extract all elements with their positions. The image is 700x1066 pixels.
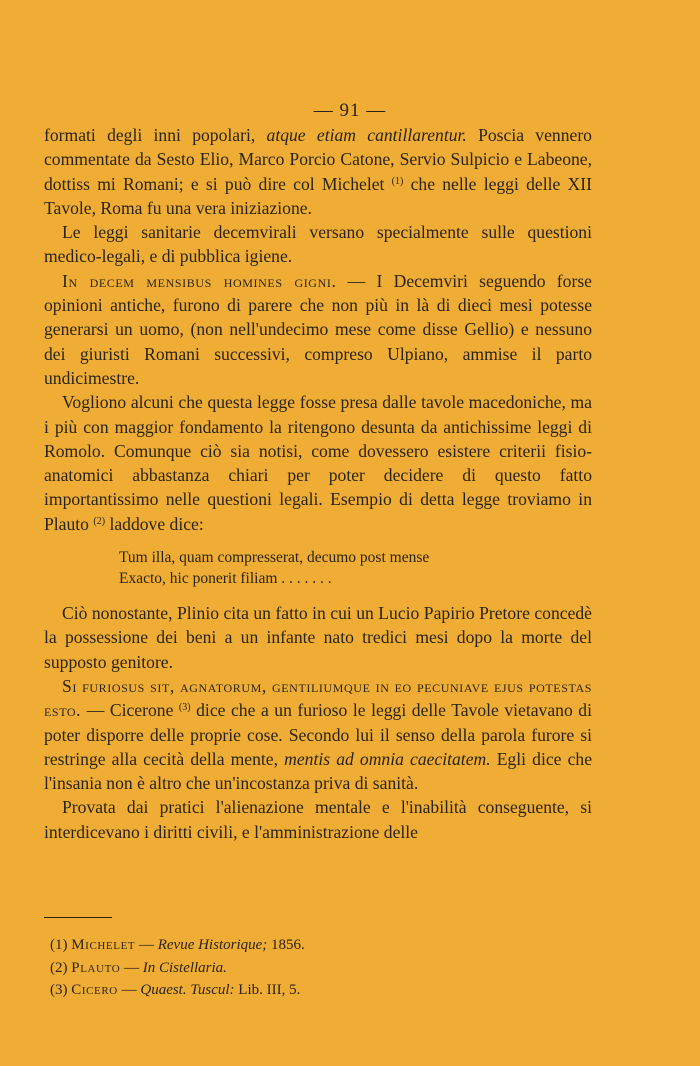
paragraph-4: Vogliono alcuni che questa legge fosse presa dalle tavole macedoniche, ma i più con maggior fondamento la ritengono desunta da antichissime leggi di Romolo. Comunque ciò sia notisi, come dovessero esistere criterii fisio-anatomici abbastanza chiari per poter decidere di questo fatto importantissimo nelle questioni legali. Esempio di detta legge troviamo in Plauto $^{(2)}$ laddove dice:: [44, 392, 592, 534]
footnote-separator: [44, 917, 112, 918]
quote-line-2: Exacto, hic ponerit filiam . . . . . . .: [119, 570, 332, 588]
paragraph-5: Ciò nonostante, Plinio cita un fatto in cui un Lucio Papirio Pretore concedè la possessione dei beni a un infante nato tredici mesi dopo la morte del supposto genitore.: [44, 603, 592, 672]
law-heading: Si furiosus sit, agnatorum, gentiliumque in eo pecuniave ejus potestas esto.: [44, 675, 592, 721]
footnote-ref-3[interactable]: (3): [178, 702, 191, 714]
paragraph-7: Provata dai pratici l'alienazione mentale e l'inabilità conseguente, si interdicevano i diritti civili, e l'amministrazione delle: [44, 797, 592, 842]
latin-phrase: mentis ad omnia caecitatem.: [284, 748, 491, 769]
law-heading: In decem mensibus homines gigni.: [62, 270, 337, 291]
footnote-3: (3) Cicero — Quaest. Tuscul: Lib. III, 5.: [50, 982, 301, 998]
paragraph-1: formati degli inni popolari, atque etiam cantillarentur. Poscia vennero commentate da Sesto Elio, Marco Porcio Catone, Servio Sulpicio e Labeone, dottiss mi Romani; e si può dire col Michelet $^{(1)}$ che nelle leggi delle XII Tavole, Roma fu una vera iniziazione.: [44, 125, 592, 218]
page-number: — 91 —: [313, 100, 387, 121]
footnote-2: (2) Plauto — In Cistellaria.: [50, 959, 227, 976]
footnotes: [50, 934, 590, 1002]
quote-line-1: Tum illa, quam compresserat, decumo post mense: [119, 549, 430, 567]
paragraph-3: In decem mensibus homines gigni. — I Decemviri seguendo forse opinioni antiche, furono di parere che non più in là di dieci mesi potesse generarsi un uomo, (non nell'undecimo mese come disse Gellio) e nessuno dei giuristi Romani successivi, compreso Ulpiano, ammise il parto undicimestre.: [44, 270, 592, 388]
footnote-ref-2[interactable]: (2): [93, 515, 106, 527]
paragraph-6: Si furiosus sit, agnatorum, gentiliumque in eo pecuniave ejus potestas esto. — Cicerone $^{(3)}$ dice che a un furioso le leggi delle Tavole vietavano di poter disporre delle proprie cose. Secondo lui il senso della parola furore si restringe alla cecità della mente, mentis ad omnia caecitatem. Egli dice che l'insania non è altro che un'incostanza priva di sanità.: [44, 675, 593, 794]
body-text: [44, 123, 592, 844]
footnote-ref-1[interactable]: (1): [391, 175, 404, 187]
latin-phrase: atque etiam cantillarentur.: [266, 125, 467, 145]
latin-quotation: [119, 547, 592, 589]
footnote-1: (1) Michelet — Revue Historique; 1856.: [50, 937, 305, 953]
paragraph-2: Le leggi sanitarie decemvirali versano specialmente sulle questioni medico-legali, e di pubblica igiene.: [44, 222, 592, 267]
